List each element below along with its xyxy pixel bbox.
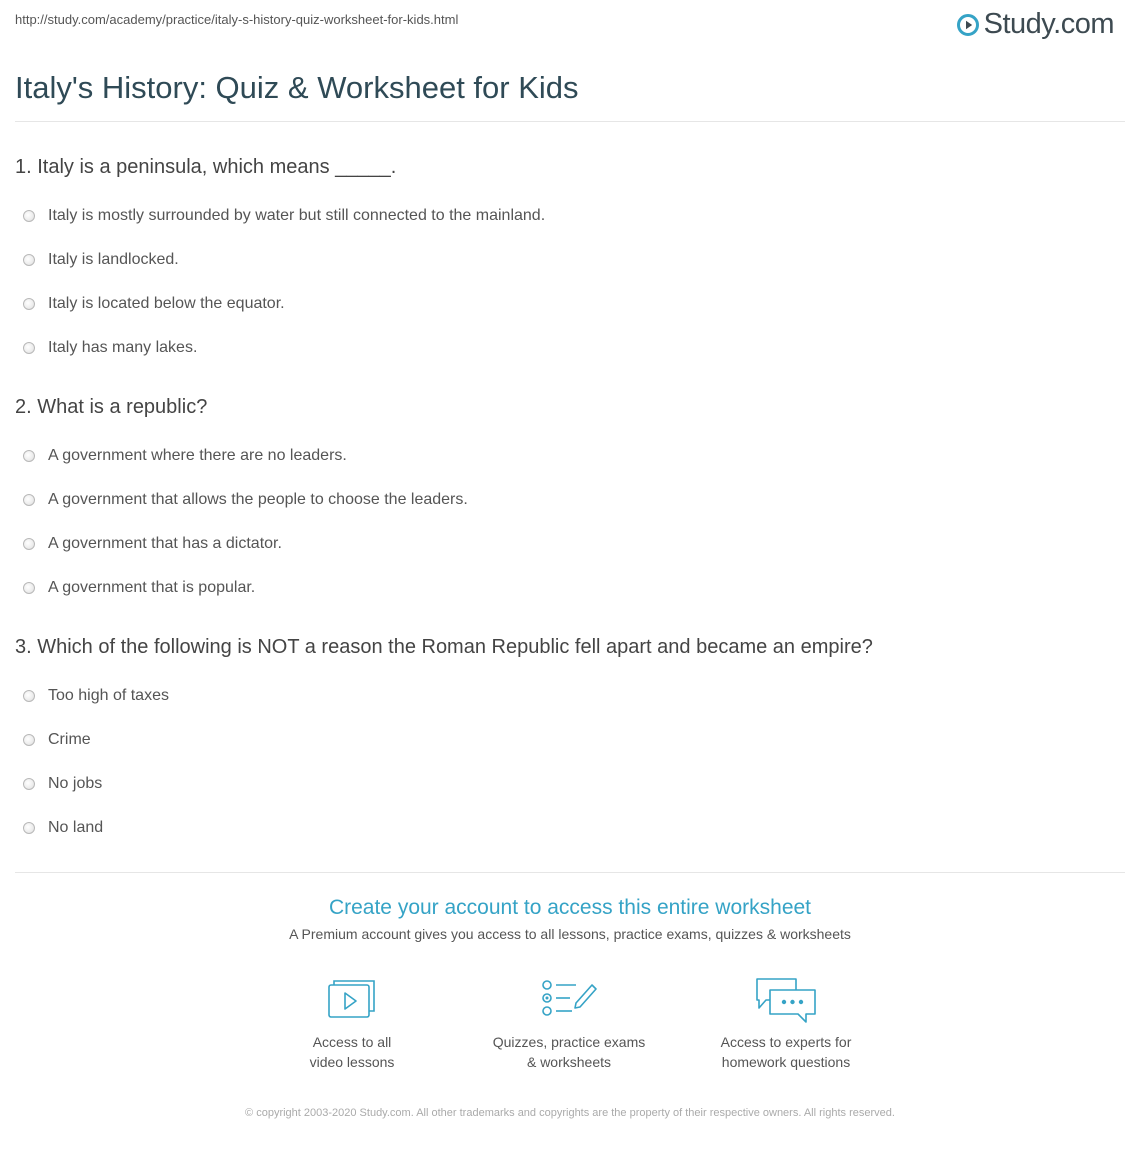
answer-option[interactable] <box>23 439 1125 483</box>
radio-button[interactable] <box>23 822 35 834</box>
option-label: A government that allows the people to choose the leaders. <box>48 491 468 508</box>
radio-button[interactable] <box>23 210 35 222</box>
answer-option[interactable] <box>23 723 1125 767</box>
radio-button[interactable] <box>23 582 35 594</box>
radio-button[interactable] <box>23 342 35 354</box>
option-label: Too high of taxes <box>48 687 169 704</box>
question-text: 2. What is a republic? <box>15 396 208 418</box>
option-label: Italy is located below the equator. <box>48 295 285 312</box>
question-3 <box>15 635 1125 855</box>
answer-option[interactable] <box>23 679 1125 723</box>
radio-button[interactable] <box>23 778 35 790</box>
feature-label-line: Quizzes, practice exams <box>492 1034 646 1050</box>
study-logo[interactable] <box>957 8 1114 41</box>
feature-label-line: Access to experts for <box>720 1034 852 1050</box>
radio-button[interactable] <box>23 450 35 462</box>
option-label: Italy has many lakes. <box>48 339 198 356</box>
play-logo-icon <box>957 14 979 36</box>
option-label: A government that is popular. <box>48 579 256 596</box>
feature-label-line: Access to all <box>312 1034 392 1050</box>
radio-button[interactable] <box>23 734 35 746</box>
feature-label <box>469 1032 669 1072</box>
answer-option[interactable] <box>23 571 1125 615</box>
answer-option[interactable] <box>23 527 1125 571</box>
quiz-checklist-icon <box>540 976 598 1020</box>
option-label: Italy is landlocked. <box>48 251 179 268</box>
option-label: No jobs <box>48 775 103 792</box>
feature-label <box>252 1032 452 1072</box>
title-divider <box>15 121 1125 122</box>
feature-video-lessons <box>252 976 452 1072</box>
radio-button[interactable] <box>23 298 35 310</box>
cta-subtitle: A Premium account gives you access to all lessons, practice exams, quizzes & worksheets <box>289 926 851 942</box>
copyright-footer: © copyright 2003-2020 Study.com. All other trademarks and copyrights are the property of their respective owners. All rights reserved. <box>245 1107 895 1119</box>
cta-divider <box>15 872 1125 873</box>
feature-experts <box>686 976 886 1072</box>
video-lessons-icon <box>326 976 378 1020</box>
radio-button[interactable] <box>23 690 35 702</box>
page-title: Italy's History: Quiz & Worksheet for Kids <box>15 70 579 105</box>
question-1 <box>15 155 1125 375</box>
answer-option[interactable] <box>23 483 1125 527</box>
question-text: 3. Which of the following is NOT a reason the Roman Republic fell apart and became an empire? <box>15 636 873 658</box>
top-bar <box>0 0 1140 50</box>
radio-button[interactable] <box>23 538 35 550</box>
logo-text: Study.com <box>983 8 1114 40</box>
answer-option[interactable] <box>23 243 1125 287</box>
page-url: http://study.com/academy/practice/italy-s-history-quiz-worksheet-for-kids.html <box>15 12 459 27</box>
answer-option[interactable] <box>23 767 1125 811</box>
feature-label-line: video lessons <box>309 1054 395 1070</box>
radio-button[interactable] <box>23 494 35 506</box>
option-label: Crime <box>48 731 91 748</box>
answer-option[interactable] <box>23 811 1125 855</box>
option-label: No land <box>48 819 104 836</box>
answer-option[interactable] <box>23 331 1125 375</box>
option-label: A government that has a dictator. <box>48 535 282 552</box>
feature-label <box>686 1032 886 1072</box>
feature-label-line: homework questions <box>721 1054 851 1070</box>
answer-option[interactable] <box>23 199 1125 243</box>
feature-label-line: & worksheets <box>526 1054 612 1070</box>
radio-button[interactable] <box>23 254 35 266</box>
option-label: A government where there are no leaders. <box>48 447 347 464</box>
question-2 <box>15 395 1125 615</box>
feature-quizzes <box>469 976 669 1072</box>
answer-option[interactable] <box>23 287 1125 331</box>
option-label: Italy is mostly surrounded by water but still connected to the mainland. <box>48 207 546 224</box>
chat-bubbles-icon <box>754 976 818 1026</box>
question-text: 1. Italy is a peninsula, which means _____. <box>15 156 397 178</box>
cta-title-link[interactable]: Create your account to access this entire worksheet <box>328 896 812 919</box>
